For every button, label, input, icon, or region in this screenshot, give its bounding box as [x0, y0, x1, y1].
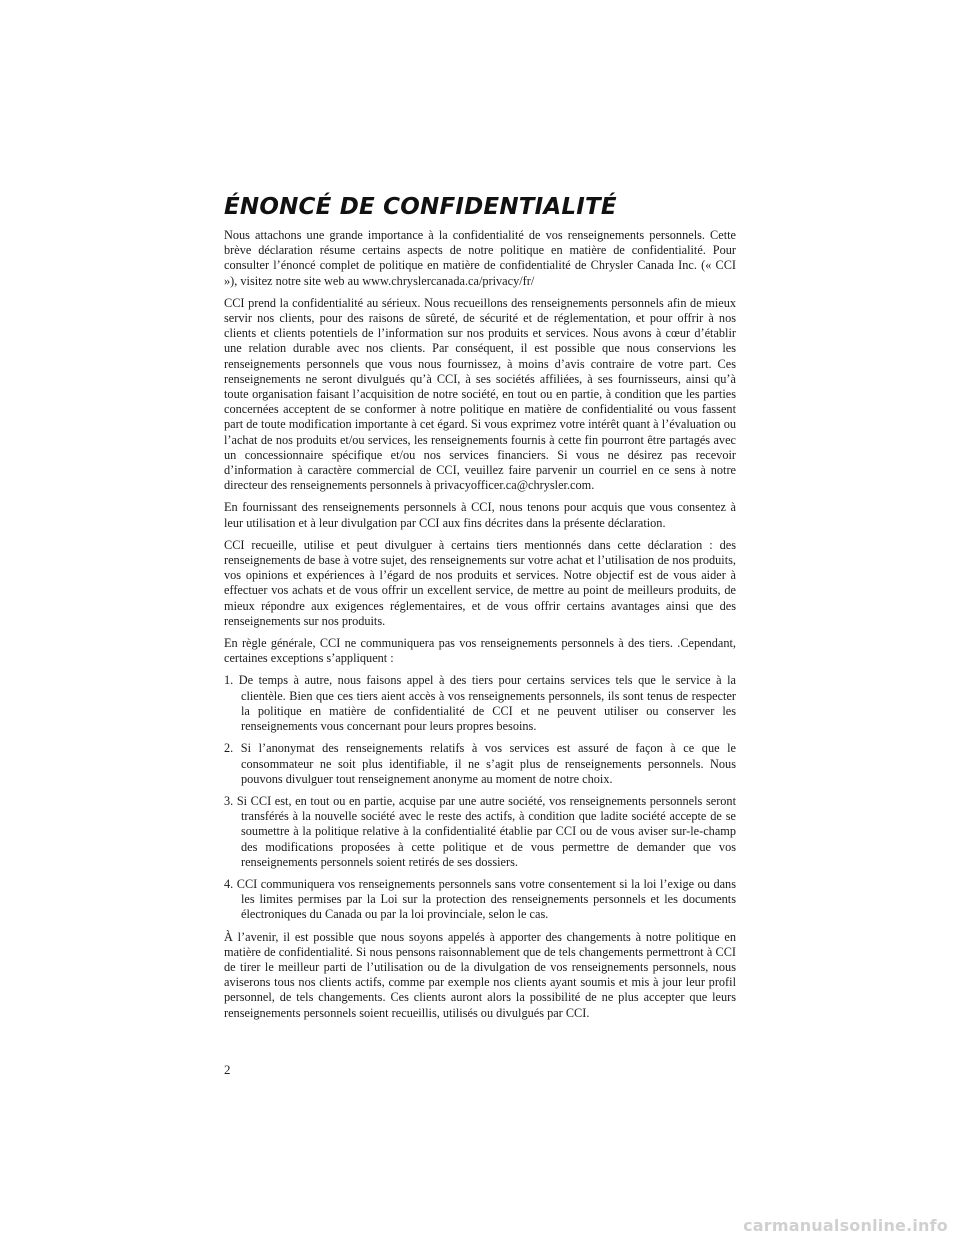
list-item-anonymity: 2. Si l’anonymat des renseignements relatifs à vos services est assuré de façon à ce que le consommateur ne soit plus identifiable, il ne s’agit plus de renseignements personnels. Nous pouvons divulguer tout renseignement anonyme au moment de notre choix. [224, 741, 736, 786]
document-body [224, 228, 736, 1028]
paragraph-closing: À l’avenir, il est possible que nous soyons appelés à apporter des changements à notre politique en matière de confidentialité. Si nous pensons raisonnablement que de tels changements permettront à CCI de tirer le meilleur parti de l’utilisation ou de la divulgation de vos renseignements personnels, nous aviserons tous nos clients actifs, comme par exemple nos clients ayant soumis et mis à jour leur profil personnel, de tels changements. Ces clients auront alors la possibilité de ne plus accepter que leurs renseignements personnels soient recueillis, utilisés ou divulgués par CCI. [224, 929, 736, 1020]
paragraph-intro: Nous attachons une grande importance à la confidentialité de vos renseignements personnels. Cette brève déclaration résume certains aspects de notre politique en matière de confidentialité. Pour consulter l’énoncé complet de politique en matière de confidentialité de Chrysler Canada Inc. (« CCI »), visitez notre site web au www.chryslercanada.ca/privacy/fr/ [224, 228, 736, 288]
paragraph-exceptions: En règle générale, CCI ne communiquera pas vos renseignements personnels à des tiers. .Cependant, certaines exceptions s’appliquent : [224, 636, 736, 666]
watermark: carmanualsonline.info [743, 1216, 948, 1235]
list-item-acquisition: 3. Si CCI est, en tout ou en partie, acquise par une autre société, vos renseignements personnels seront transférés à la nouvelle société avec le reste des actifs, à condition que ladite société accepte de se soumettre à la politique relative à la confidentialité établie par CCI ou de vous aviser sur-le-champ des modifications proposées à cette politique et de vous permettre de demander que vos renseignements personnels soient retirés de ses dossiers. [224, 793, 736, 869]
paragraph-usage: CCI recueille, utilise et peut divulguer à certains tiers mentionnés dans cette déclaration : des renseignements de base à votre sujet, des renseignements sur votre achat et l’utilisation de nos produits, vos opinions et expériences à l’égard de nos produits et services. Notre objectif est de vous aider à effectuer vos achats et de vous offrir un excellent service, de mettre au point de meilleurs produits, de mieux répondre aux exigences réglementaires, et de vous offrir certains avantages ainsi que des renseignements sur nos produits. [224, 537, 736, 628]
page-number: 2 [224, 1062, 231, 1077]
paragraph-collection: CCI prend la confidentialité au sérieux. Nous recueillons des renseignements personnels afin de mieux servir nos clients, pour des raisons de sûreté, de sécurité et de réglementation, et pour offrir à nos clients et clients potentiels de l’information sur nos produits et services. Nous avons à cœur d’établir une relation durable avec nos clients. Par conséquent, il est possible que nous conservions les renseignements personnels que vous nous fournissez, à moins d’avis contraire de votre part. Ces renseignements ne seront divulgués qu’à CCI, à ses sociétés affiliées, à ses fournisseurs, ainsi qu’à toute organisation faisant l’acquisition de notre société, en tout ou en partie, à condition que les parties concernées acceptent de se conformer à notre politique en matière de confidentialité ou vous fassent part de toute modification importante à cet égard. Si vous exprimez votre intérêt quant à l’évaluation ou l’achat de nos produits et/ou services, les renseignements fournis à cette fin pourront être partagés avec un concessionnaire spécifique et/ou nos services financiers. Si vous ne désirez pas recevoir d’information à caractère commercial de CCI, veuillez faire parvenir un courriel en ce sens à notre directeur des renseignements personnels à privacyofficer.ca@chrysler.com. [224, 295, 736, 493]
paragraph-consent: En fournissant des renseignements personnels à CCI, nous tenons pour acquis que vous consentez à leur utilisation et à leur divulgation par CCI aux fins décrites dans la présente déclaration. [224, 500, 736, 530]
page-title: ÉNONCÉ DE CONFIDENTIALITÉ [224, 194, 617, 220]
list-item-third-parties: 1. De temps à autre, nous faisons appel à des tiers pour certains services tels que le service à la clientèle. Bien que ces tiers aient accès à vos renseignements personnels, ils sont tenus de respecter la politique en matière de confidentialité de CCI et ne peuvent utiliser ou conserver les renseignements vous concernant pour leurs propres besoins. [224, 673, 736, 734]
list-item-legal: 4. CCI communiquera vos renseignements personnels sans votre consentement si la loi l’exige ou dans les limites permises par la Loi sur la protection des renseignements personnels et les documents électroniques du Canada ou par la loi provinciale, selon le cas. [224, 876, 736, 922]
